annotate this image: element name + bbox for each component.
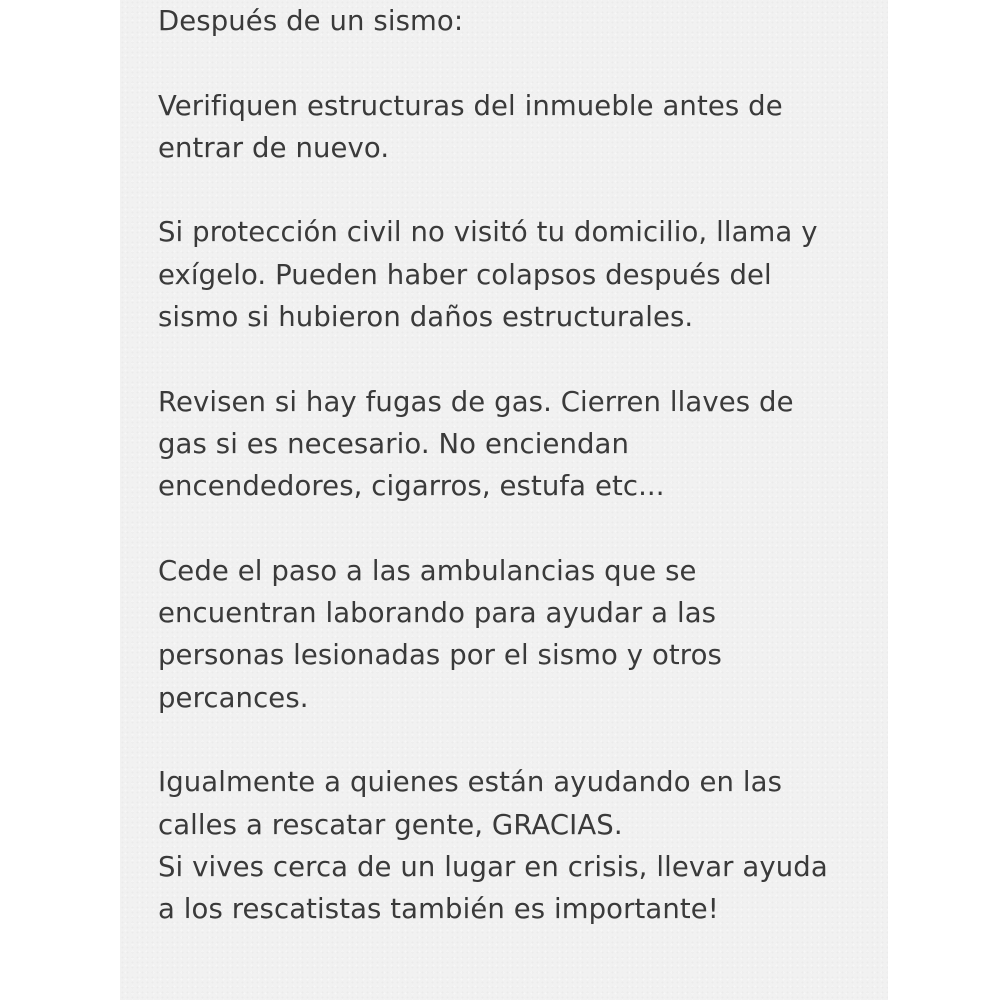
note-line: Igualmente a quienes están ayudando en las [158,766,782,799]
note-line: encendedores, cigarros, estufa etc... [158,470,665,503]
note-line: Revisen si hay fugas de gas. Cierren llaves de [158,385,794,418]
note-line: sismo si hubieron daños estructurales. [158,301,694,334]
note-text [158,0,858,931]
note-line: a los rescatistas también es importante! [158,893,719,926]
note-line: exígelo. Pueden haber colapsos después del [158,258,772,291]
note-line: percances. [158,681,309,714]
note-blank-line [158,338,858,380]
note-line: entrar de nuevo. [158,131,390,164]
note-line: Después de un sismo: [158,5,464,37]
note-line: Verifiquen estructuras del inmueble antes de [158,89,783,122]
note-paper [120,0,888,1000]
note-line: Si protección civil no visitó tu domicilio, llama y [158,216,818,249]
note-line: encuentran laborando para ayudar a las [158,597,717,630]
note-line: gas si es necesario. No enciendan [158,427,630,460]
note-blank-line [158,42,858,84]
note-blank-line [158,508,858,550]
note-line: calles a rescatar gente, GRACIAS. [158,808,623,841]
note-line: Cede el paso a las ambulancias que se [158,554,697,587]
note-blank-line [158,719,858,761]
note-blank-line [158,169,858,211]
note-line: personas lesionadas por el sismo y otros [158,639,722,672]
note-line: Si vives cerca de un lugar en crisis, llevar ayuda [158,850,828,883]
